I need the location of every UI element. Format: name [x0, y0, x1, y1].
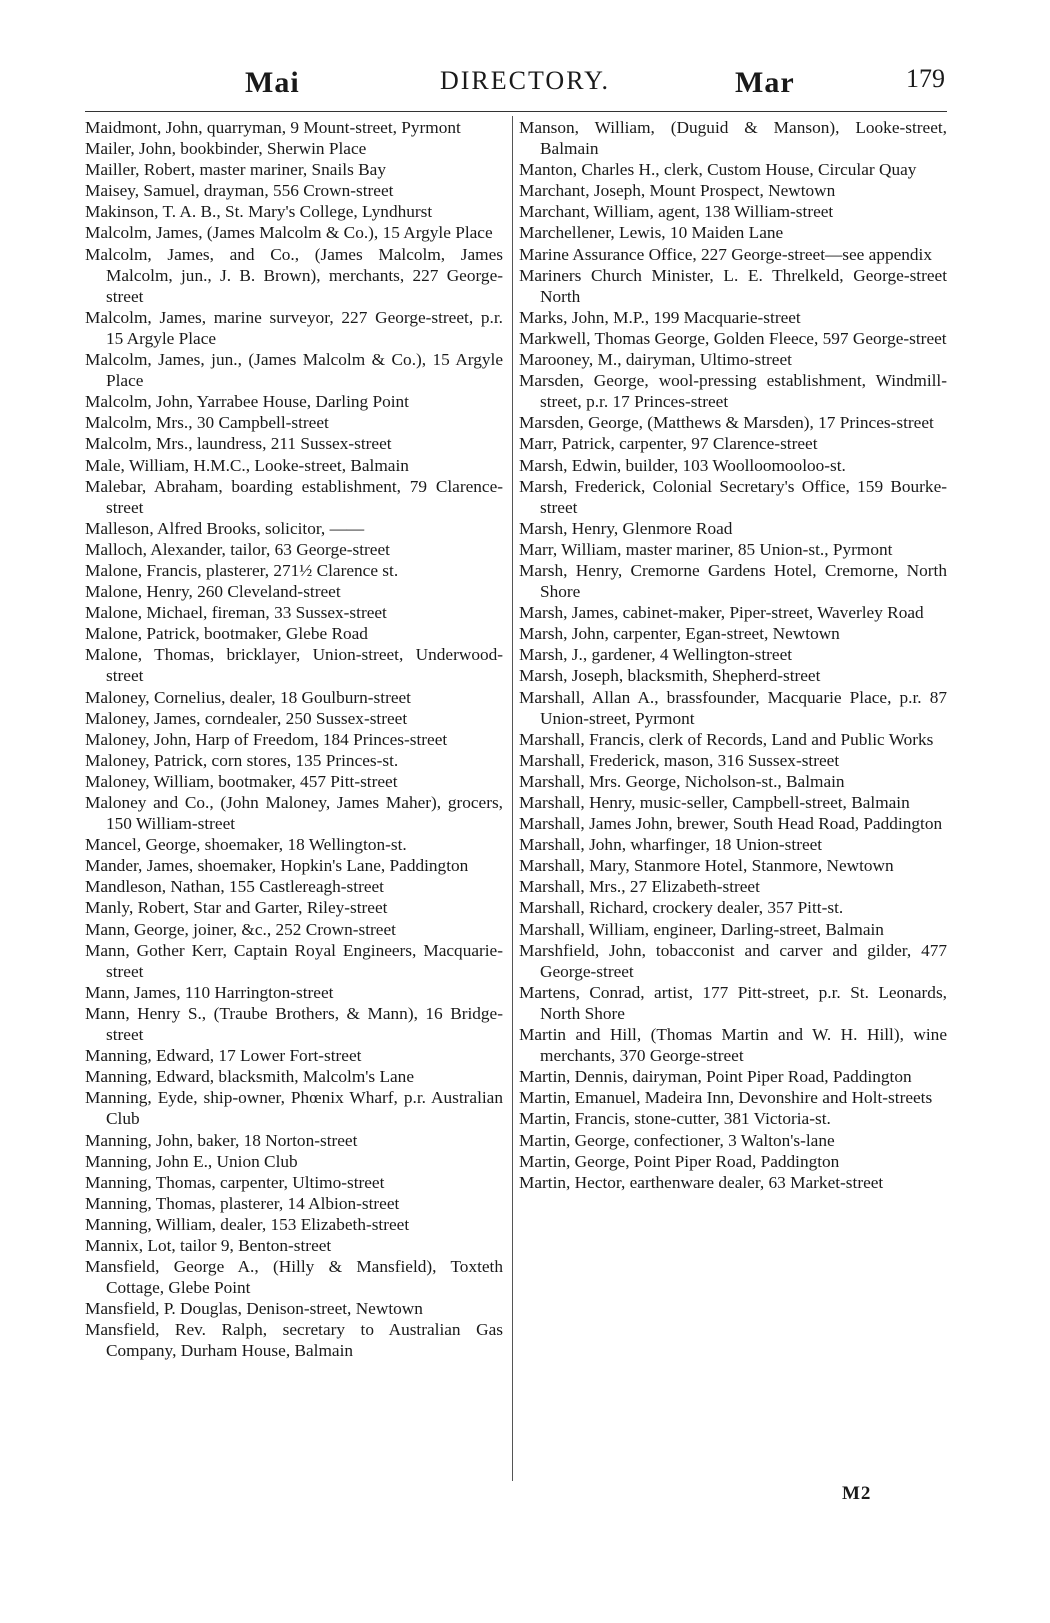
directory-entry: Manning, Thomas, carpenter, Ultimo-street	[85, 1172, 385, 1192]
directory-entry: Marshall, Mary, Stanmore Hotel, Stanmore, Newtown	[519, 856, 894, 876]
directory-entry: Markwell, Thomas George, Golden Fleece, 597 George-street	[519, 328, 947, 348]
directory-entry: Malleson, Alfred Brooks, solicitor, ——	[85, 518, 365, 538]
directory-entry: Marr, William, master mariner, 85 Union-st., Pyrmont	[519, 539, 893, 559]
directory-entry: Marchellener, Lewis, 10 Maiden Lane	[519, 223, 784, 243]
directory-entry: Marooney, M., dairyman, Ultimo-street	[519, 350, 792, 370]
right-guide-word: Mar	[735, 66, 795, 99]
directory-entry: Maloney, William, bootmaker, 457 Pitt-street	[85, 771, 398, 791]
directory-entry: Malone, Francis, plasterer, 271½ Clarence st.	[85, 560, 399, 580]
directory-entry: Marsh, Frederick, Colonial Secretary's Office, 159 Bourke-street	[519, 476, 947, 517]
directory-entry: Malcolm, James, marine surveyor, 227 George-street, p.r. 15 Argyle Place	[85, 307, 503, 348]
directory-entry: Manning, Edward, 17 Lower Fort-street	[85, 1046, 362, 1066]
directory-entry: Mansfield, P. Douglas, Denison-street, Newtown	[85, 1299, 423, 1319]
directory-entry: Marks, John, M.P., 199 Macquarie-street	[519, 307, 801, 327]
directory-entry: Martin, Francis, stone-cutter, 381 Victoria-st.	[519, 1109, 831, 1129]
directory-entry: Marsh, J., gardener, 4 Wellington-street	[519, 645, 793, 665]
directory-entry: Mann, James, 110 Harrington-street	[85, 982, 334, 1002]
directory-entry: Mander, James, shoemaker, Hopkin's Lane, Paddington	[85, 856, 469, 876]
directory-entry: Mann, Henry S., (Traube Brothers, & Mann), 16 Bridge-street	[85, 1003, 503, 1045]
directory-entry: Marsh, Henry, Glenmore Road	[519, 518, 733, 538]
directory-entry: Manning, Thomas, plasterer, 14 Albion-street	[85, 1193, 400, 1213]
directory-entry: Mann, George, joiner, &c., 252 Crown-street	[85, 919, 396, 939]
directory-entry: Marshall, John, wharfinger, 18 Union-street	[519, 835, 823, 855]
left-guide-word: Mai	[245, 66, 300, 99]
directory-entry: Marshall, Mrs. George, Nicholson-st., Balmain	[519, 771, 845, 791]
directory-entry: Makinson, T. A. B., St. Mary's College, Lyndhurst	[85, 202, 433, 222]
column-divider	[512, 116, 513, 1481]
directory-entry: Malone, Thomas, bricklayer, Union-street, Underwood-street	[85, 645, 503, 686]
directory-entry: Martin, George, confectioner, 3 Walton's-lane	[519, 1130, 835, 1150]
directory-entry: Maloney, James, corndealer, 250 Sussex-street	[85, 708, 408, 728]
directory-entry: Mansfield, Rev. Ralph, secretary to Australian Gas Company, Durham House, Balmain	[85, 1320, 503, 1361]
directory-entry: Mannix, Lot, tailor 9, Benton-street	[85, 1235, 332, 1255]
directory-entry: Marshall, William, engineer, Darling-street, Balmain	[519, 919, 884, 939]
directory-entry: Manning, John, baker, 18 Norton-street	[85, 1130, 358, 1150]
directory-entry: Mandleson, Nathan, 155 Castlereagh-street	[85, 877, 384, 897]
directory-entry: Maloney, John, Harp of Freedom, 184 Princes-street	[85, 729, 448, 749]
directory-entry: Manly, Robert, Star and Garter, Riley-street	[85, 898, 388, 918]
directory-entry: Martin, Dennis, dairyman, Point Piper Road, Paddington	[519, 1067, 912, 1087]
directory-entry: Marshall, Richard, crockery dealer, 357 Pitt-st.	[519, 898, 844, 918]
directory-entry: Maloney and Co., (John Maloney, James Maher), grocers, 150 William-street	[85, 793, 503, 834]
directory-entry: Marshall, Allan A., brassfounder, Macquarie Place, p.r. 87 Union-street, Pyrmont	[519, 687, 947, 728]
directory-entry: Mariners Church Minister, L. E. Threlkeld, George-street North	[519, 265, 947, 306]
directory-entry: Malcolm, James, and Co., (James Malcolm, James Malcolm, jun., J. B. Brown), merchants, 227 George-street	[85, 244, 503, 306]
directory-entry: Maloney, Patrick, corn stores, 135 Princes-st.	[85, 750, 399, 770]
directory-entry: Manton, Charles H., clerk, Custom House, Circular Quay	[519, 160, 917, 180]
directory-entry: Marsden, George, wool-pressing establishment, Windmill-street, p.r. 17 Princes-street	[519, 371, 947, 412]
directory-entry: Marine Assurance Office, 227 George-street—see appendix	[519, 244, 933, 264]
page-title: DIRECTORY.	[440, 66, 611, 95]
directory-entry: Malloch, Alexander, tailor, 63 George-street	[85, 539, 390, 559]
directory-entry: Manning, Eyde, ship-owner, Phœnix Wharf, p.r. Australian Club	[85, 1088, 503, 1129]
directory-entry: Marsh, Joseph, blacksmith, Shepherd-street	[519, 666, 821, 686]
directory-entry: Marshall, Frederick, mason, 316 Sussex-street	[519, 750, 840, 770]
page-header	[85, 58, 945, 98]
directory-entry: Maisey, Samuel, drayman, 556 Crown-street	[85, 181, 394, 201]
directory-entry: Malone, Henry, 260 Cleveland-street	[85, 582, 341, 602]
directory-entry: Marshall, Henry, music-seller, Campbell-street, Balmain	[519, 793, 910, 812]
signature-mark: M2	[842, 1483, 872, 1504]
directory-entry: Marsden, George, (Matthews & Marsden), 17 Princes-street	[519, 413, 934, 433]
directory-entry: Marsh, Edwin, builder, 103 Woolloomooloo-st.	[519, 455, 846, 475]
header-rule	[85, 111, 947, 112]
directory-entry: Martens, Conrad, artist, 177 Pitt-street, p.r. St. Leonards, North Shore	[519, 982, 947, 1023]
directory-entry: Martin, Hector, earthenware dealer, 63 Market-street	[519, 1172, 884, 1192]
directory-entry: Marsh, John, carpenter, Egan-street, Newtown	[519, 624, 840, 644]
directory-entry: Manson, William, (Duguid & Manson), Looke-street, Balmain	[519, 118, 947, 159]
directory-entry: Mailer, John, bookbinder, Sherwin Place	[85, 139, 367, 159]
directory-entry: Manning, John E., Union Club	[85, 1151, 298, 1171]
right-column	[519, 117, 947, 1193]
directory-entry: Marshall, Mrs., 27 Elizabeth-street	[519, 877, 760, 897]
left-column	[85, 117, 503, 1362]
directory-entry: Marshall, Francis, clerk of Records, Land and Public Works	[519, 729, 934, 749]
directory-entry: Marshall, James John, brewer, South Head Road, Paddington	[519, 814, 943, 834]
directory-entry: Marshfield, John, tobacconist and carver and gilder, 477 George-street	[519, 940, 947, 981]
directory-entry: Malcolm, James, jun., (James Malcolm & Co.), 15 Argyle Place	[85, 350, 503, 391]
directory-entry: Marsh, Henry, Cremorne Gardens Hotel, Cremorne, North Shore	[519, 560, 947, 602]
directory-entry: Maidmont, John, quarryman, 9 Mount-street, Pyrmont	[85, 118, 461, 137]
directory-entry: Marr, Patrick, carpenter, 97 Clarence-street	[519, 434, 818, 454]
directory-entry: Mann, Gother Kerr, Captain Royal Engineers, Macquarie-street	[85, 940, 503, 981]
directory-entry: Maloney, Cornelius, dealer, 18 Goulburn-street	[85, 687, 411, 707]
directory-entry: Martin and Hill, (Thomas Martin and W. H. Hill), wine merchants, 370 George-street	[519, 1025, 947, 1066]
directory-entry: Malcolm, John, Yarrabee House, Darling Point	[85, 392, 409, 412]
directory-entry: Malebar, Abraham, boarding establishment, 79 Clarence-street	[85, 476, 503, 517]
directory-entry: Marsh, James, cabinet-maker, Piper-street, Waverley Road	[519, 603, 924, 623]
directory-entry: Mailler, Robert, master mariner, Snails Bay	[85, 160, 386, 180]
directory-entry: Martin, George, Point Piper Road, Paddington	[519, 1151, 840, 1171]
directory-entry: Martin, Emanuel, Madeira Inn, Devonshire and Holt-streets	[519, 1088, 933, 1108]
directory-entry: Malcolm, James, (James Malcolm & Co.), 15 Argyle Place	[85, 223, 493, 243]
directory-entry: Mansfield, George A., (Hilly & Mansfield), Toxteth Cottage, Glebe Point	[85, 1257, 503, 1298]
directory-entry: Malcolm, Mrs., 30 Campbell-street	[85, 413, 329, 433]
directory-entry: Mancel, George, shoemaker, 18 Wellington-st.	[85, 835, 407, 855]
directory-entry: Malcolm, Mrs., laundress, 211 Sussex-street	[85, 434, 392, 454]
directory-entry: Malone, Michael, fireman, 33 Sussex-street	[85, 603, 387, 623]
directory-entry: Male, William, H.M.C., Looke-street, Balmain	[85, 455, 409, 475]
directory-entry: Malone, Patrick, bootmaker, Glebe Road	[85, 624, 368, 644]
directory-entry: Marchant, Joseph, Mount Prospect, Newtown	[519, 181, 836, 201]
page-number: 179	[906, 64, 945, 93]
directory-entry: Manning, Edward, blacksmith, Malcolm's Lane	[85, 1067, 414, 1087]
directory-entry: Marchant, William, agent, 138 William-street	[519, 202, 834, 222]
directory-entry: Manning, William, dealer, 153 Elizabeth-street	[85, 1214, 410, 1234]
